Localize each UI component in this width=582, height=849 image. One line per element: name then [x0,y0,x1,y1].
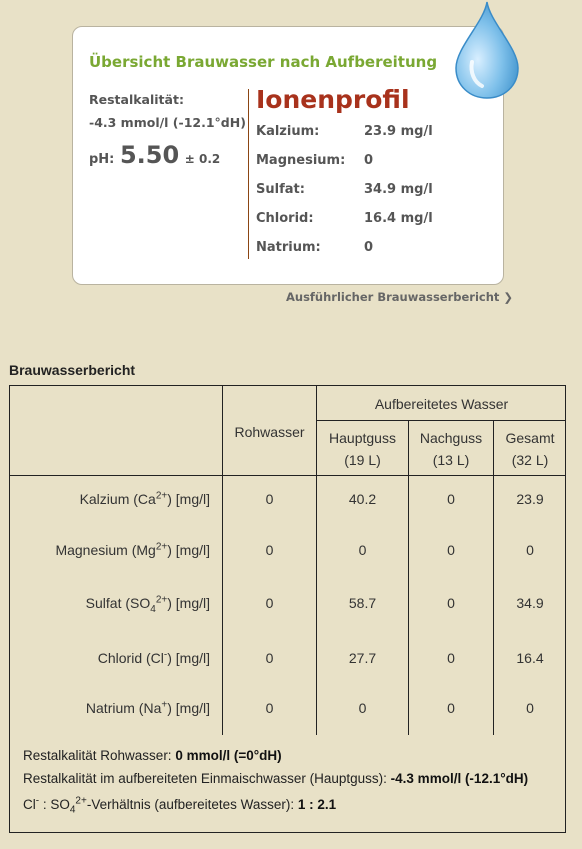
detailed-report-link[interactable]: Ausführlicher Brauwasserbericht ❯ [286,290,514,304]
cell-hauptguss: 27.7 [348,650,377,666]
col-gesamt: Gesamt [505,430,555,446]
cell-nachguss: 0 [447,595,455,611]
cell-gesamt: 23.9 [516,491,544,507]
cell-nachguss: 0 [447,700,455,716]
ion-row-magnesium [256,153,496,173]
cell-nachguss: 0 [447,542,455,558]
ph-label: pH: [89,152,115,167]
cell-gesamt: 34.9 [516,595,544,611]
restalkalitaet-value: -4.3 mmol/l (-12.1°dH) [89,115,246,130]
ion-label: Kalzium: [256,124,320,139]
cell-hauptguss: 40.2 [348,491,377,507]
ion-row-chlorid [256,211,496,231]
col-hauptguss: Hauptguss [329,430,396,446]
water-drop-icon [452,0,522,100]
ion-value: 0 [364,240,374,255]
water-summary-card [72,26,504,285]
col-hauptguss-volume: (19 L) [344,452,381,468]
cell-rohwasser: 0 [265,650,274,666]
summary-restalkalitaet-hauptguss: Restalkalität im aufbereiteten Einmaischwasser (Hauptguss): -4.3 mmol/l (-12.1°dH) [23,771,529,786]
table-row [10,700,566,724]
restalkalitaet-label: Restalkalität: [89,92,184,107]
ion-value: 23.9 mg/l [364,124,433,139]
ion-profile-title: Ionenprofil [256,85,410,114]
row-label: Natrium (Na+) [mg/l] [85,699,210,716]
cell-nachguss: 0 [447,650,455,666]
cell-hauptguss: 58.7 [348,595,377,611]
ion-label: Natrium: [256,240,321,255]
row-label: Kalzium $(Ca^{2+})$ [mg/l] [79,490,210,507]
ph-display [89,141,220,169]
summary-restalkalitaet-rohwasser: Restalkalität Rohwasser: 0 mmol/l (=0°dH) [23,748,282,763]
divider [248,89,249,259]
col-nachguss-volume: (13 L) [432,452,470,468]
cell-gesamt: 16.4 [516,650,544,666]
row-label: Magnesium $(Mg^{2+})$ [mg/l] [55,541,210,558]
ph-tolerance: ± 0.2 [184,152,221,166]
cell-hauptguss: 0 [358,542,367,558]
col-nachguss: Nachguss [419,430,483,446]
cell-nachguss: 0 [447,491,455,507]
ion-row-kalzium [256,124,496,144]
table-row [10,650,566,674]
col-gesamt-volume: (32 L) [511,452,549,468]
row-label: Sulfat $(SO_4^{2+})$ [mg/l] [85,594,210,615]
ph-value: 5.50 [119,141,180,169]
summary-cl-so4-ratio: Cl- : $SO_4^{2+}$-Verhältnis (aufbereitetes Wasser): 1 : 2.1 [23,795,337,816]
cell-rohwasser: 0 [265,542,274,558]
ion-label: Sulfat: [256,182,305,197]
card-title: Übersicht Brauwasser nach Aufbereitung [89,53,438,71]
row-label: Chlorid (Cl-) [mg/l] [97,649,210,666]
report-title: Brauwasserbericht [9,362,136,378]
col-group-aufbereitet: Aufbereitetes Wasser [374,396,509,412]
cell-rohwasser: 0 [265,700,274,716]
col-rohwasser: Rohwasser [234,424,305,440]
ion-value: 34.9 mg/l [364,182,433,197]
cell-hauptguss: 0 [358,700,367,716]
ion-row-natrium [256,240,496,260]
table-row [10,542,566,566]
ion-label: Magnesium: [256,153,346,168]
report-table [9,385,566,833]
ion-value: 16.4 mg/l [364,211,433,226]
table-row [10,595,566,619]
cell-gesamt: 0 [526,542,534,558]
table-row [10,491,566,515]
ion-row-sulfat [256,182,496,202]
cell-gesamt: 0 [526,700,534,716]
cell-rohwasser: 0 [265,595,274,611]
ion-label: Chlorid: [256,211,314,226]
ion-value: 0 [364,153,374,168]
cell-rohwasser: 0 [265,491,274,507]
